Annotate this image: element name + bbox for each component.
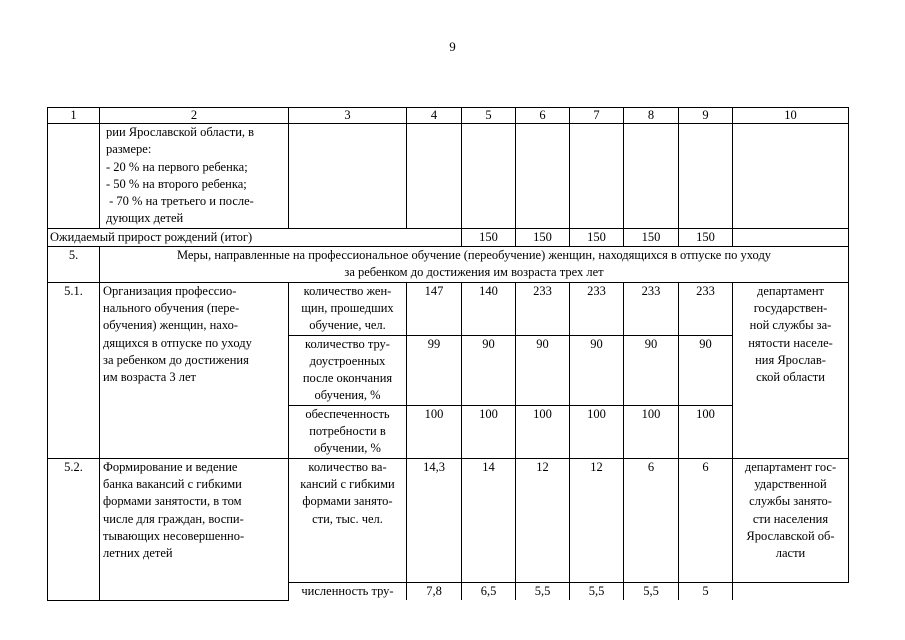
indicator-value: 14 — [462, 458, 516, 582]
indicator-value: 12 — [516, 458, 570, 582]
indicator-value: 5,5 — [516, 582, 570, 600]
header-cell: 9 — [679, 108, 733, 124]
text-line: обучения) женщин, нахо- — [103, 318, 239, 333]
text-line: щин, прошедших — [301, 300, 394, 315]
text-line: за ребенком до достижения — [103, 352, 249, 367]
text-line: численность тру- — [301, 583, 394, 598]
indicator-value: 233 — [570, 282, 624, 335]
text-line: департамент гос- — [744, 459, 837, 474]
indicator-value: 140 — [462, 282, 516, 335]
header-cell: 7 — [570, 108, 624, 124]
cell-empty — [570, 124, 624, 229]
indicator-value: 233 — [516, 282, 570, 335]
text-line: нятости населе- — [748, 335, 833, 350]
indicator-value: 14,3 — [407, 458, 462, 582]
text-line: количество жен- — [303, 283, 392, 298]
cell-empty — [679, 124, 733, 229]
text-line: ной службы за- — [749, 318, 832, 333]
cell-empty — [624, 124, 679, 229]
indicator-name — [289, 458, 407, 582]
indicator-value: 100 — [462, 405, 516, 458]
total-value: 150 — [516, 228, 570, 246]
text-line: обучения, % — [314, 388, 381, 403]
text-line: тывающих несовершенно- — [103, 528, 245, 543]
text-line: количество тру- — [305, 336, 390, 351]
text-line: ния Ярослав- — [755, 352, 826, 367]
measures-table — [47, 107, 849, 601]
indicator-name — [289, 282, 407, 335]
text-line: департамент — [756, 283, 824, 298]
indicator-value: 233 — [679, 282, 733, 335]
measure-name — [100, 458, 289, 600]
text-line: обучение, чел. — [309, 318, 386, 333]
section-title-line: Меры, направленные на профессиональное обучение (переобучение) женщин, находящихся в отпуске по уходу — [176, 248, 772, 263]
indicator-value: 90 — [679, 335, 733, 405]
section-number: 5. — [48, 247, 100, 283]
indicator-value: 100 — [516, 405, 570, 458]
text-line: размере: — [106, 142, 152, 157]
text-line: - 20 % на первого ребенка; — [106, 159, 248, 174]
text-line: ской области — [756, 370, 825, 385]
cell-empty — [733, 124, 849, 229]
executor — [733, 458, 849, 582]
table-row-continuation — [48, 124, 849, 229]
indicator-name — [289, 405, 407, 458]
text-line: сти населения — [752, 511, 829, 526]
cell-empty — [733, 582, 849, 600]
text-line: дующих детей — [106, 211, 184, 226]
text-line: формами занятости, в том — [103, 494, 242, 509]
text-line: - 70 % на третьего и после- — [106, 194, 254, 209]
indicator-value: 100 — [679, 405, 733, 458]
header-cell: 1 — [48, 108, 100, 124]
indicator-value: 147 — [407, 282, 462, 335]
cell-number — [48, 124, 100, 229]
table-header-row — [48, 108, 849, 124]
text-line: государствен- — [753, 300, 828, 315]
text-line: обучении, % — [314, 441, 381, 456]
cell-empty — [462, 124, 516, 229]
text-line: потребности в — [309, 424, 386, 439]
text-line: ударственной — [754, 476, 827, 491]
table-row-total — [48, 228, 849, 246]
indicator-name — [289, 582, 407, 600]
text-line: ласти — [775, 546, 806, 561]
table-row-5-2 — [48, 458, 849, 582]
text-line: Организация профессио- — [103, 283, 237, 298]
indicator-value: 233 — [624, 282, 679, 335]
header-cell: 3 — [289, 108, 407, 124]
text-line: дящихся в отпуске по уходу — [103, 335, 252, 350]
header-cell: 8 — [624, 108, 679, 124]
text-line: после окончания — [302, 371, 393, 386]
measure-name — [100, 282, 289, 458]
text-line: службы занято- — [749, 494, 832, 509]
total-label: Ожидаемый прирост рождений (итог) — [48, 228, 462, 246]
indicator-value: 12 — [570, 458, 624, 582]
text-line: Формирование и ведение — [103, 459, 238, 474]
text-line: банка вакансий с гибкими — [103, 476, 242, 491]
indicator-value: 6,5 — [462, 582, 516, 600]
header-cell: 2 — [100, 108, 289, 124]
indicator-value: 6 — [679, 458, 733, 582]
text-line: кансий с гибкими — [300, 476, 395, 491]
indicator-value: 90 — [516, 335, 570, 405]
table-row-section-5 — [48, 247, 849, 283]
indicator-value: 5,5 — [570, 582, 624, 600]
indicator-value: 90 — [570, 335, 624, 405]
indicator-value: 5 — [679, 582, 733, 600]
executor — [733, 282, 849, 458]
cell-empty — [516, 124, 570, 229]
cell-empty — [289, 124, 407, 229]
indicator-value: 6 — [624, 458, 679, 582]
indicator-value: 7,8 — [407, 582, 462, 600]
indicator-name — [289, 335, 407, 405]
text-line: числе для граждан, воспи- — [103, 511, 244, 526]
page-number: 9 — [449, 39, 456, 54]
indicator-value: 99 — [407, 335, 462, 405]
header-cell: 4 — [407, 108, 462, 124]
text-line: формами занято- — [302, 494, 393, 509]
indicator-value: 5,5 — [624, 582, 679, 600]
header-cell: 5 — [462, 108, 516, 124]
total-value: 150 — [462, 228, 516, 246]
indicator-value: 100 — [407, 405, 462, 458]
table-row-5-1 — [48, 282, 849, 335]
cell-empty — [733, 228, 849, 246]
total-value: 150 — [570, 228, 624, 246]
text-line: доустроенных — [309, 353, 386, 368]
text-line: рии Ярославской области, в — [106, 125, 255, 139]
section-title — [100, 247, 849, 283]
indicator-value: 90 — [462, 335, 516, 405]
text-line: летних детей — [103, 546, 173, 561]
cell-continuation-text — [100, 124, 289, 229]
total-value: 150 — [679, 228, 733, 246]
text-line: нального обучения (пере- — [103, 300, 240, 315]
text-line: Ярославской об- — [746, 528, 835, 543]
indicator-value: 100 — [624, 405, 679, 458]
header-cell: 10 — [733, 108, 849, 124]
indicator-value: 90 — [624, 335, 679, 405]
indicator-value: 100 — [570, 405, 624, 458]
row-number: 5.1. — [48, 282, 100, 458]
row-number: 5.2. — [48, 458, 100, 600]
header-cell: 6 — [516, 108, 570, 124]
text-line: им возраста 3 лет — [103, 370, 196, 385]
section-title-line: за ребенком до достижения им возраста трех лет — [344, 265, 604, 280]
text-line: количество ва- — [308, 459, 387, 474]
cell-empty — [407, 124, 462, 229]
text-line: обеспеченность — [305, 406, 390, 421]
text-line: сти, тыс. чел. — [312, 511, 383, 526]
text-line: - 50 % на второго ребенка; — [106, 176, 247, 191]
total-value: 150 — [624, 228, 679, 246]
